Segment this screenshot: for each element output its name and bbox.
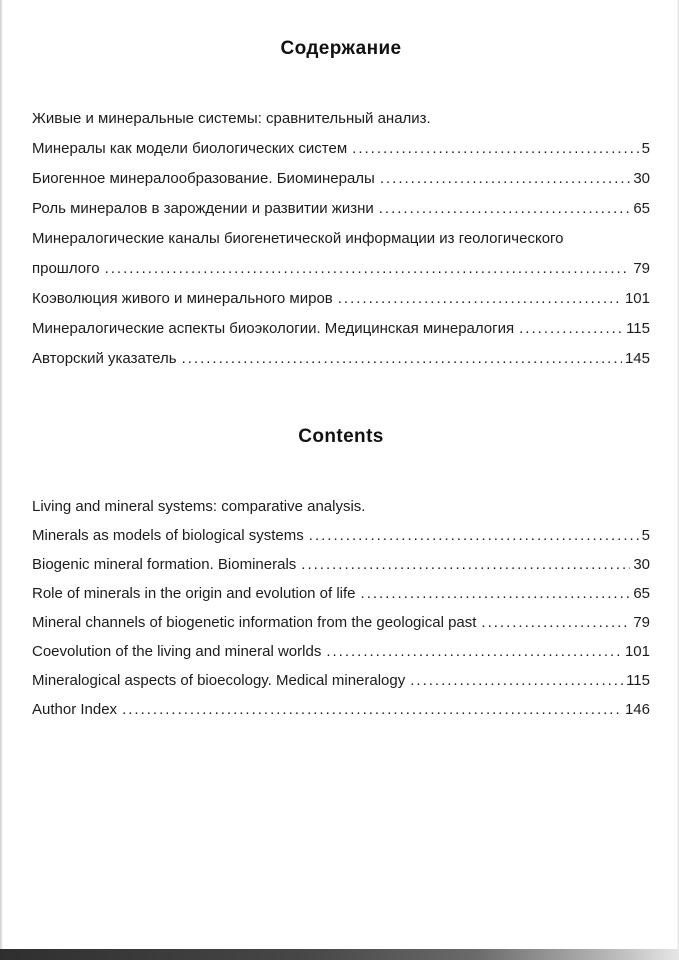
toc-entry-text: Mineralogical aspects of bioecology. Medical mineralogy — [32, 672, 406, 689]
page-number: 79 — [633, 260, 650, 277]
dot-leader — [410, 666, 623, 695]
toc-entry-text: Минералогические аспекты биоэкологии. Медицинская минералогия — [32, 320, 515, 337]
toc-entry — [32, 521, 650, 550]
toc-entry — [32, 254, 650, 284]
scan-edge-left — [0, 0, 3, 960]
page-number: 5 — [641, 527, 650, 544]
dot-leader — [519, 314, 623, 344]
dot-leader — [481, 608, 630, 637]
page-number: 101 — [624, 290, 650, 307]
page-number: 115 — [626, 320, 650, 337]
toc-entry-text: Минералогические каналы биогенетической информации из геологического — [32, 230, 564, 247]
toc-entry — [32, 224, 650, 254]
toc-entry-text: Биогенное минералообразование. Биоминералы — [32, 170, 375, 187]
dot-leader — [338, 284, 622, 314]
toc-entry — [32, 314, 650, 344]
page-number: 115 — [626, 672, 650, 689]
toc-entry — [32, 608, 650, 637]
toc-entry — [32, 550, 650, 579]
toc-entry-text: Живые и минеральные системы: сравнительный анализ. — [32, 110, 431, 127]
dot-leader — [380, 164, 630, 194]
page-number: 79 — [633, 614, 650, 631]
toc-entry-text: Biogenic mineral formation. Biominerals — [32, 556, 297, 573]
dot-leader — [352, 134, 638, 164]
dot-leader — [361, 579, 631, 608]
dot-leader — [326, 637, 622, 666]
toc-entry-text: Minerals as models of biological systems — [32, 527, 304, 544]
toc-entry-text: Coevolution of the living and mineral worlds — [32, 643, 322, 660]
toc-entry-text: Living and mineral systems: comparative analysis. — [32, 498, 366, 515]
toc-entry-text: Коэволюция живого и минерального миров — [32, 290, 333, 307]
dot-leader — [301, 550, 630, 579]
page-number: 30 — [633, 170, 650, 187]
toc-entry-text: Минералы как модели биологических систем — [32, 140, 348, 157]
page-number: 65 — [633, 585, 650, 602]
toc-entry — [32, 194, 650, 224]
page-number: 101 — [624, 643, 650, 660]
toc-entry-text: Mineral channels of biogenetic information from the geological past — [32, 614, 477, 631]
dot-leader — [105, 254, 631, 284]
dot-leader — [309, 521, 639, 550]
toc-entry — [32, 579, 650, 608]
page-number: 5 — [641, 140, 650, 157]
toc-title-english: Contents — [298, 426, 384, 447]
toc-section-russian — [32, 104, 650, 374]
dot-leader — [182, 344, 622, 374]
toc-entry-text: Author Index — [32, 701, 118, 718]
toc-entry — [32, 666, 650, 695]
toc-section-english — [32, 492, 650, 724]
scan-edge-bottom — [0, 949, 679, 960]
toc-entry — [32, 695, 650, 724]
toc-entry — [32, 284, 650, 314]
page-number: 145 — [624, 350, 650, 367]
toc-title-russian: Содержание — [280, 38, 402, 59]
toc-entry — [32, 164, 650, 194]
toc-entry-text: Role of minerals in the origin and evolution of life — [32, 585, 356, 602]
toc-entry — [32, 104, 650, 134]
toc-entry — [32, 344, 650, 374]
toc-entry — [32, 492, 650, 521]
toc-entry-text: Авторский указатель — [32, 350, 177, 367]
page-number: 30 — [633, 556, 650, 573]
dot-leader — [379, 194, 631, 224]
page-number: 146 — [624, 701, 650, 718]
toc-entry-text: прошлого — [32, 260, 100, 277]
toc-entry — [32, 637, 650, 666]
toc-entry-text: Роль минералов в зарождении и развитии жизни — [32, 200, 374, 217]
page-number: 65 — [633, 200, 650, 217]
toc-entry — [32, 134, 650, 164]
dot-leader — [122, 695, 622, 724]
